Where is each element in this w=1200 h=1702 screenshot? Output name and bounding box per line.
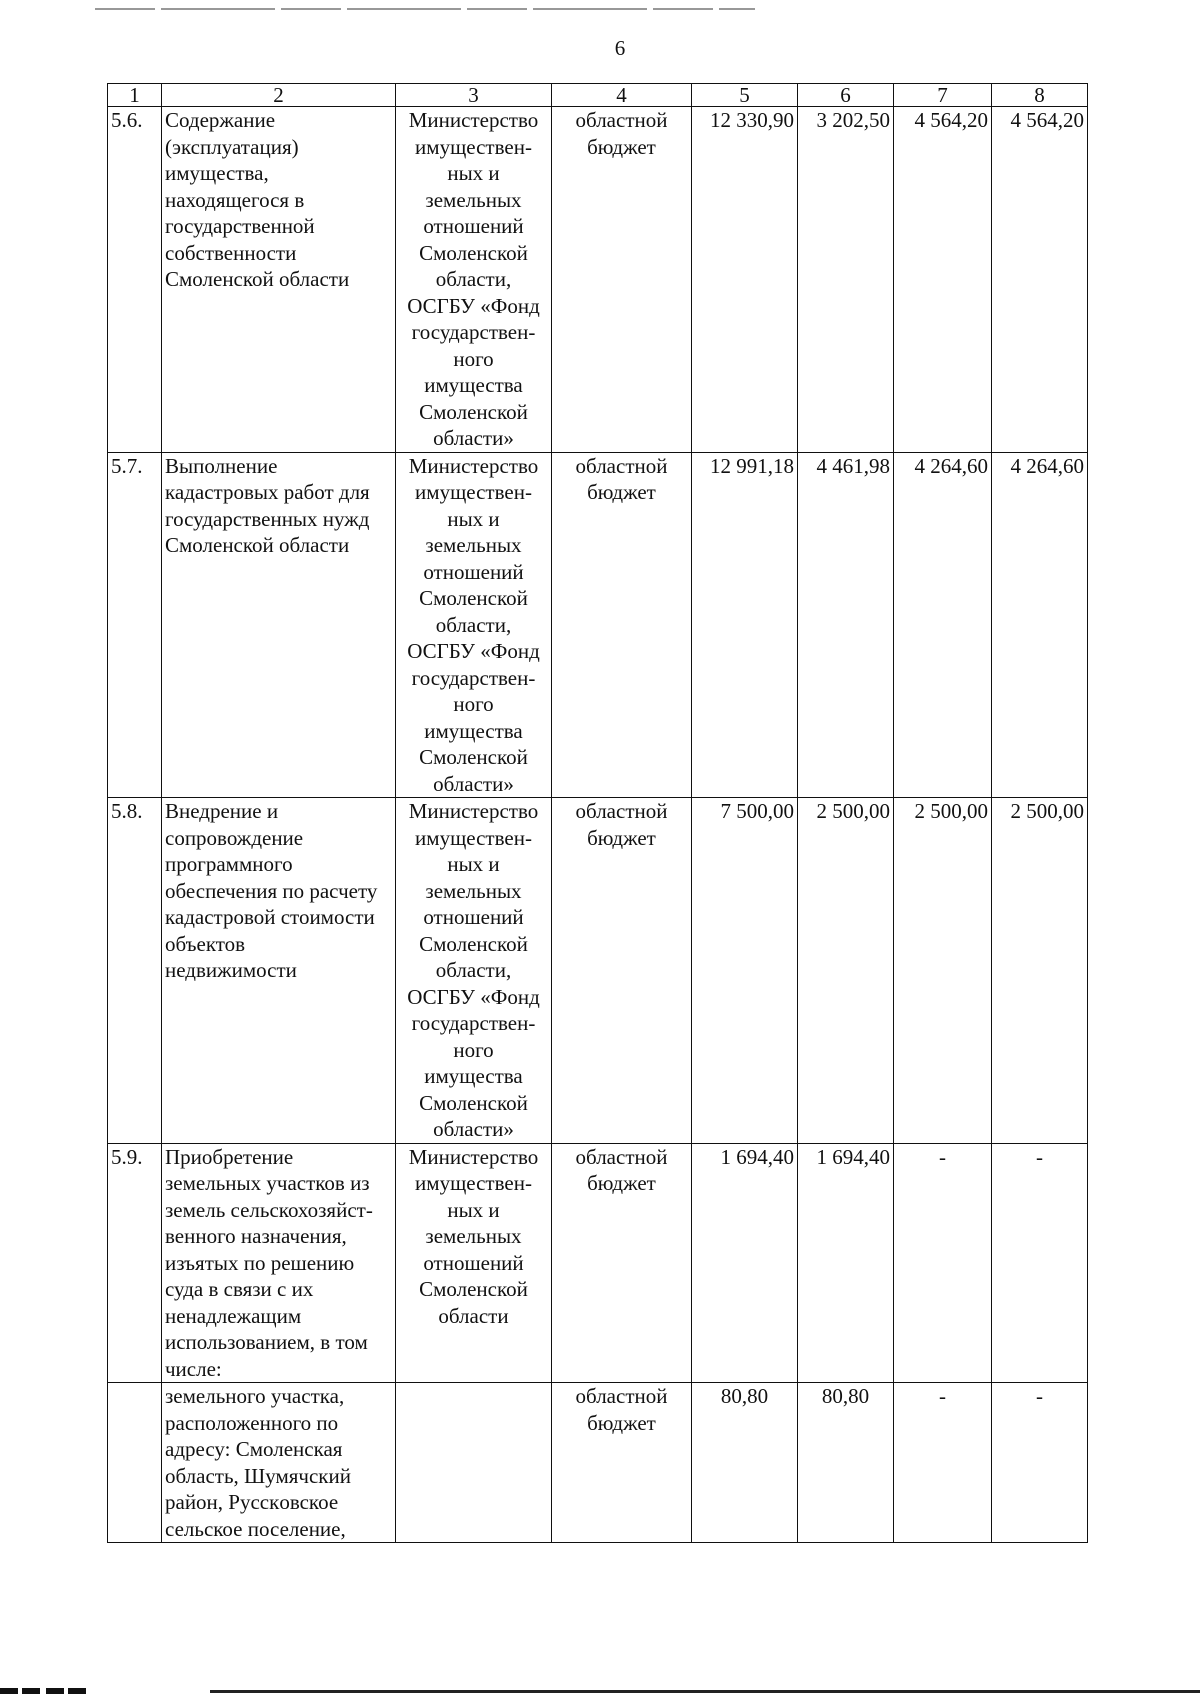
responsible-line: Смоленской (419, 745, 528, 769)
responsible-line: ных и (447, 506, 500, 531)
item-name-line: государственной (165, 214, 315, 238)
table-row (108, 452, 1088, 798)
responsible-line: отношений (423, 1250, 524, 1275)
responsible-line: Смоленской (419, 1277, 528, 1301)
table-row (108, 1383, 1088, 1543)
table-body (108, 84, 1088, 1543)
responsible-line: имуществен- (415, 1171, 532, 1195)
item-name-line: ненадлежащим (165, 1303, 302, 1328)
item-name (162, 1143, 396, 1383)
responsible-party (396, 452, 552, 798)
funding-source-line: бюджет (587, 1410, 656, 1435)
funding-source (552, 1143, 692, 1383)
responsible-line: Смоленской (419, 240, 528, 265)
funding-source-line: областной (575, 799, 668, 823)
item-name-line: Внедрение и (165, 799, 279, 823)
funding-source-line: областной (575, 1384, 668, 1408)
item-name-line: недвижимости (165, 958, 297, 982)
amount-y3: - (992, 1383, 1088, 1543)
responsible-line: ОСГБУ «Фонд (407, 293, 540, 318)
amount-total: 1 694,40 (692, 1143, 798, 1383)
amount-y1: 4 461,98 (798, 452, 894, 798)
item-name-line: изъятых по решению (165, 1250, 355, 1275)
responsible-line: ных и (447, 1197, 500, 1222)
responsible-line: ного (453, 1037, 494, 1062)
responsible-party (396, 107, 552, 453)
item-name (162, 1383, 396, 1543)
item-name-line: находящегося в (165, 187, 305, 212)
responsible-line: области» (433, 426, 514, 450)
responsible-line: имуществен- (415, 480, 532, 504)
responsible-line: земельных (425, 187, 522, 212)
column-number: 8 (992, 84, 1088, 107)
item-name (162, 798, 396, 1144)
responsible-line: Смоленской (419, 586, 528, 610)
funding-source (552, 798, 692, 1144)
table-row (108, 107, 1088, 453)
responsible-party (396, 1383, 552, 1543)
item-number: 5.8. (108, 798, 162, 1144)
item-name-line: адресу: Смоленская (165, 1437, 343, 1461)
responsible-line: государствен- (411, 665, 536, 690)
amount-y2: 2 500,00 (894, 798, 992, 1144)
scan-artifact-top (95, 8, 755, 10)
amount-y3: 4 264,60 (992, 452, 1088, 798)
responsible-line: области, (435, 267, 512, 291)
funding-source (552, 452, 692, 798)
item-name-line: кадастровой стоимости (165, 905, 375, 929)
item-name-line: сельское поселение, (165, 1516, 346, 1541)
funding-source (552, 1383, 692, 1543)
amount-y3: 4 564,20 (992, 107, 1088, 453)
item-number: 5.7. (108, 452, 162, 798)
amount-total: 80,80 (692, 1383, 798, 1543)
funding-source-line: бюджет (587, 134, 656, 159)
item-name-line: земель сельскохозяйст- (165, 1197, 373, 1222)
amount-y3: 2 500,00 (992, 798, 1088, 1144)
responsible-line: Министерство (408, 108, 539, 132)
item-name-line: числе: (165, 1356, 222, 1381)
responsible-line: области (438, 1303, 509, 1328)
funding-source-line: бюджет (587, 1171, 656, 1195)
responsible-line: области» (433, 1117, 514, 1141)
amount-total: 12 991,18 (692, 452, 798, 798)
responsible-line: области, (435, 612, 512, 637)
responsible-line: имущества (424, 1064, 523, 1088)
responsible-line: имуществен- (415, 825, 532, 850)
responsible-line: ного (453, 692, 494, 716)
responsible-line: Смоленской (419, 931, 528, 956)
item-name-line: объектов (165, 931, 246, 956)
amount-y1: 1 694,40 (798, 1143, 894, 1383)
funding-source-line: бюджет (587, 825, 656, 850)
column-number: 7 (894, 84, 992, 107)
program-table (107, 83, 1088, 1543)
responsible-line: имущества (424, 373, 523, 397)
responsible-line: земельных (425, 533, 522, 557)
item-name-line: собственности (165, 240, 297, 265)
item-name-line: расположенного по (165, 1410, 339, 1435)
item-name-line: Выполнение (165, 453, 278, 478)
item-name-line: Смоленской области (165, 267, 350, 291)
column-number: 3 (396, 84, 552, 107)
table-row (108, 798, 1088, 1144)
responsible-line: Министерство (408, 453, 539, 478)
amount-y3: - (992, 1143, 1088, 1383)
responsible-line: ОСГБУ «Фонд (407, 984, 540, 1009)
responsible-party (396, 798, 552, 1144)
item-name-line: область, Шумячский (165, 1463, 351, 1488)
funding-source-line: областной (575, 108, 668, 132)
amount-y1: 2 500,00 (798, 798, 894, 1144)
funding-source (552, 107, 692, 453)
item-name (162, 452, 396, 798)
responsible-line: отношений (423, 905, 524, 929)
responsible-line: ОСГБУ «Фонд (407, 639, 540, 663)
item-name-line: обеспечения по расчету (165, 878, 378, 903)
item-name-line: государственных нужд (165, 506, 370, 531)
responsible-line: имуществен- (415, 134, 532, 159)
item-name-line: кадастровых работ для (165, 480, 370, 504)
responsible-line: государствен- (411, 1011, 536, 1035)
item-number: 5.9. (108, 1143, 162, 1383)
responsible-line: Смоленской (419, 399, 528, 424)
funding-source-line: бюджет (587, 480, 656, 504)
responsible-line: земельных (425, 878, 522, 903)
item-name-line: имущества, (165, 161, 269, 185)
funding-source-line: областной (575, 453, 668, 478)
item-number (108, 1383, 162, 1543)
responsible-line: Смоленской (419, 1090, 528, 1115)
responsible-line: имущества (424, 718, 523, 743)
column-number: 1 (108, 84, 162, 107)
amount-y1: 80,80 (798, 1383, 894, 1543)
column-number-row (108, 84, 1088, 107)
responsible-line: области, (435, 958, 512, 982)
responsible-line: ных и (447, 852, 500, 876)
responsible-party (396, 1143, 552, 1383)
item-name-line: район, Русскoвское (165, 1490, 339, 1514)
item-name-line: использованием, в том (165, 1330, 368, 1354)
item-name-line: земельного участка, (165, 1384, 345, 1408)
responsible-line: Министерство (408, 799, 539, 823)
responsible-line: государствен- (411, 320, 536, 344)
responsible-line: ных и (447, 161, 500, 185)
item-name (162, 107, 396, 453)
amount-y2: - (894, 1143, 992, 1383)
responsible-line: отношений (423, 559, 524, 584)
amount-total: 12 330,90 (692, 107, 798, 453)
item-name-line: Приобретение (165, 1144, 294, 1169)
column-number: 4 (552, 84, 692, 107)
column-number: 6 (798, 84, 894, 107)
item-name-line: сопровождение (165, 825, 304, 850)
responsible-line: земельных (425, 1224, 522, 1248)
responsible-line: ного (453, 346, 494, 371)
responsible-line: Министерство (408, 1144, 539, 1169)
item-name-line: (эксплуатация) (165, 134, 299, 159)
amount-total: 7 500,00 (692, 798, 798, 1144)
item-name-line: программного (165, 852, 293, 876)
responsible-line: области» (433, 771, 514, 796)
scan-artifact-bottom (0, 1688, 1200, 1694)
item-name-line: суда в связи с их (165, 1277, 314, 1301)
item-name-line: венного назначения, (165, 1224, 347, 1248)
amount-y2: 4 264,60 (894, 452, 992, 798)
amount-y2: - (894, 1383, 992, 1543)
responsible-line: отношений (423, 214, 524, 238)
item-name-line: Смоленской области (165, 533, 350, 557)
column-number: 5 (692, 84, 798, 107)
item-name-line: земельных участков из (165, 1171, 370, 1195)
column-number: 2 (162, 84, 396, 107)
table-row (108, 1143, 1088, 1383)
item-name-line: Содержание (165, 108, 276, 132)
funding-source-line: областной (575, 1144, 668, 1169)
amount-y2: 4 564,20 (894, 107, 992, 453)
page-number: 6 (614, 36, 626, 60)
item-number: 5.6. (108, 107, 162, 453)
amount-y1: 3 202,50 (798, 107, 894, 453)
